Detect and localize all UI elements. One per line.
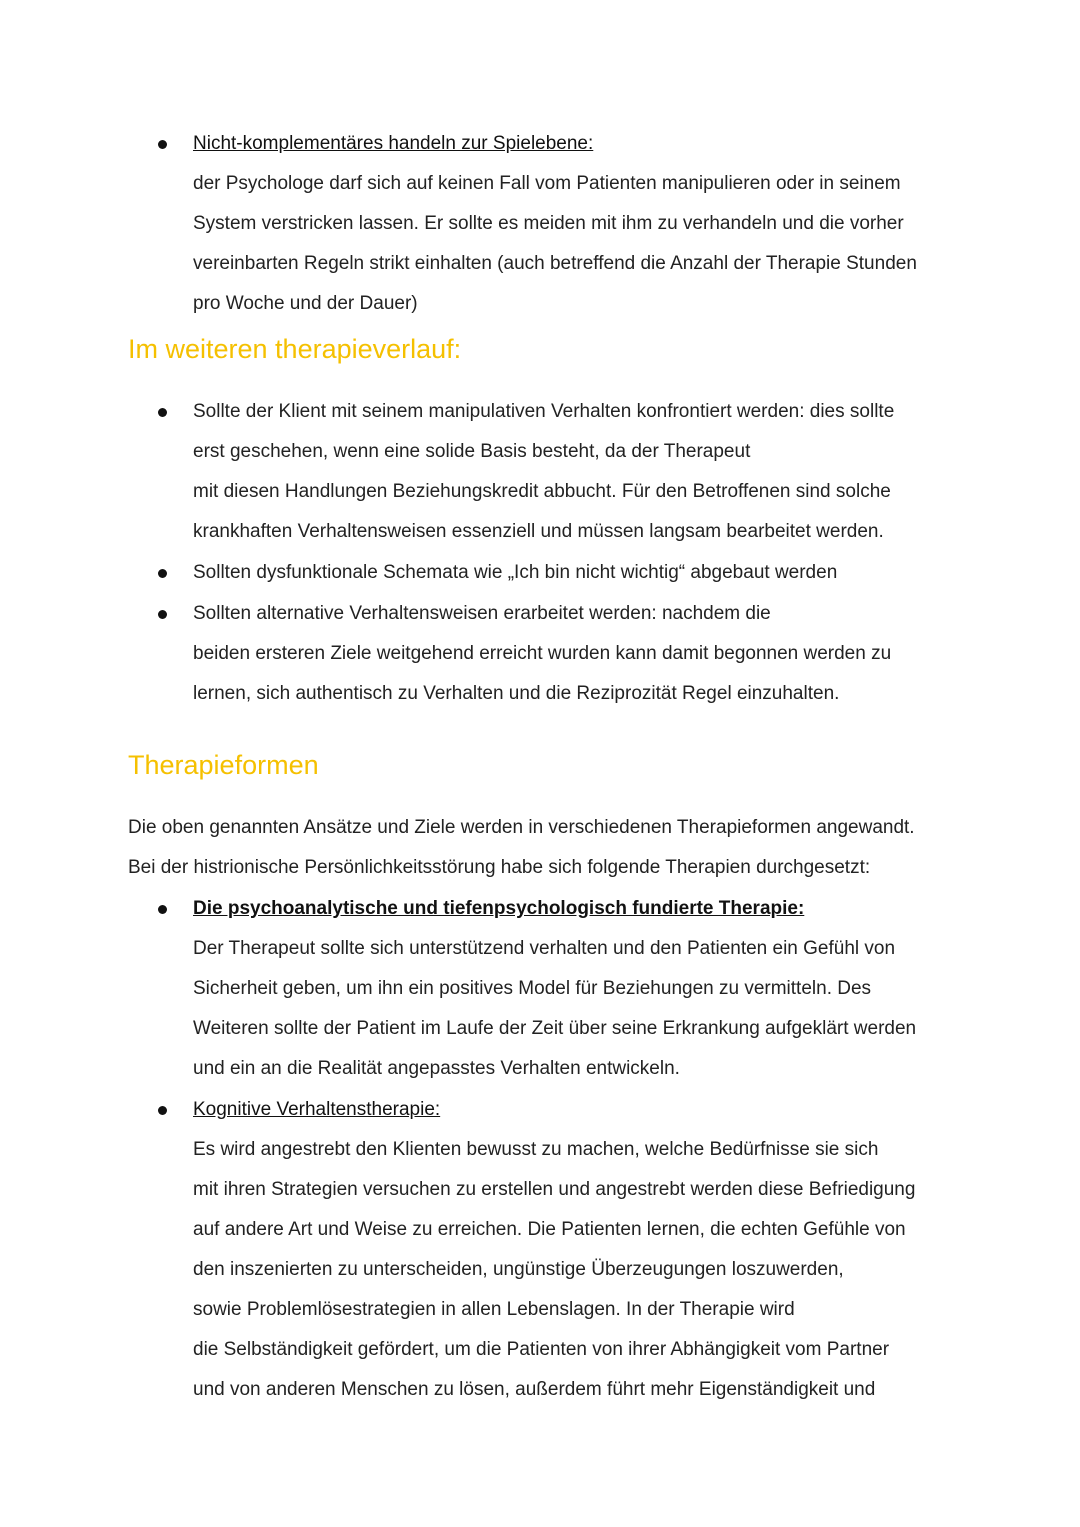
list-item-line: Es wird angestrebt den Klienten bewusst zu machen, welche Bedürfnisse sie sich [193,1139,879,1160]
list-item-line: auf andere Art und Weise zu erreichen. Die Patienten lernen, die echten Gefühle von [193,1219,906,1240]
block1-title: Nicht-komplementäres handeln zur Spielebene: [193,133,594,154]
list-item-line: Weiteren sollte der Patient im Laufe der Zeit über seine Erkrankung aufgeklärt werden [193,1018,917,1039]
intro-line: Die oben genannten Ansätze und Ziele werden in verschiedenen Therapieformen angewandt. [128,817,915,838]
list-item-line: mit ihren Strategien versuchen zu erstellen und angestrebt werden diese Befriedigung [193,1179,916,1200]
block1-line: System verstricken lassen. Er sollte es meiden mit ihm zu verhandeln und die vorher [193,213,904,234]
therapy-title-psychoanalytisch: Die psychoanalytische und tiefenpsychologisch fundierte Therapie: [193,898,805,919]
therapy-title-kognitiv: Kognitive Verhaltenstherapie: [193,1099,441,1120]
section-heading-therapieformen: Therapieformen [128,750,319,780]
bullet-icon [158,408,167,417]
list-item-line: mit diesen Handlungen Beziehungskredit abbucht. Für den Betroffenen sind solche [193,481,891,502]
intro-line: Bei der histrionische Persönlichkeitsstörung habe sich folgende Therapien durchgesetzt: [128,857,871,878]
list-item-line: die Selbständigkeit gefördert, um die Patienten von ihrer Abhängigkeit vom Partner [193,1339,890,1360]
list-item-line: Sollten alternative Verhaltensweisen erarbeitet werden: nachdem die [193,603,771,624]
bullet-icon [158,140,167,149]
block1-line: pro Woche und der Dauer) [193,293,418,314]
bullet-icon [158,569,167,578]
list-item-line: Sollte der Klient mit seinem manipulativen Verhalten konfrontiert werden: dies sollte [193,401,895,422]
block1-line: vereinbarten Regeln strikt einhalten (auch betreffend die Anzahl der Therapie Stunden [193,253,917,274]
list-item-line: den inszenierten zu unterscheiden, ungünstige Überzeugungen loszuwerden, [193,1259,844,1280]
list-item-line: krankhaften Verhaltensweisen essenziell und müssen langsam bearbeitet werden. [193,521,884,542]
list-item-line: erst geschehen, wenn eine solide Basis besteht, da der Therapeut [193,441,751,462]
bullet-icon [158,905,167,914]
list-item-line: und ein an die Realität angepasstes Verhalten entwickeln. [193,1058,680,1079]
block1-line: der Psychologe darf sich auf keinen Fall vom Patienten manipulieren oder in seinem [193,173,901,194]
bullet-icon [158,610,167,619]
list-item-line: Sicherheit geben, um ihn ein positives Model für Beziehungen zu vermitteln. Des [193,978,872,999]
list-item-line: sowie Problemlösestrategien in allen Lebenslagen. In der Therapie wird [193,1299,795,1320]
bullet-icon [158,1106,167,1115]
list-item-line: Der Therapeut sollte sich unterstützend verhalten und den Patienten ein Gefühl von [193,938,896,959]
list-item-line: beiden ersteren Ziele weitgehend erreicht wurden kann damit begonnen werden zu [193,643,892,664]
section-heading-therapieverlauf: Im weiteren therapieverlauf: [128,334,462,364]
list-item-line: lernen, sich authentisch zu Verhalten und die Reziprozität Regel einzuhalten. [193,683,840,704]
list-item-line: und von anderen Menschen zu lösen, außerdem führt mehr Eigenständigkeit und [193,1379,876,1400]
list-item-line: Sollten dysfunktionale Schemata wie „Ich bin nicht wichtig“ abgebaut werden [193,562,838,583]
